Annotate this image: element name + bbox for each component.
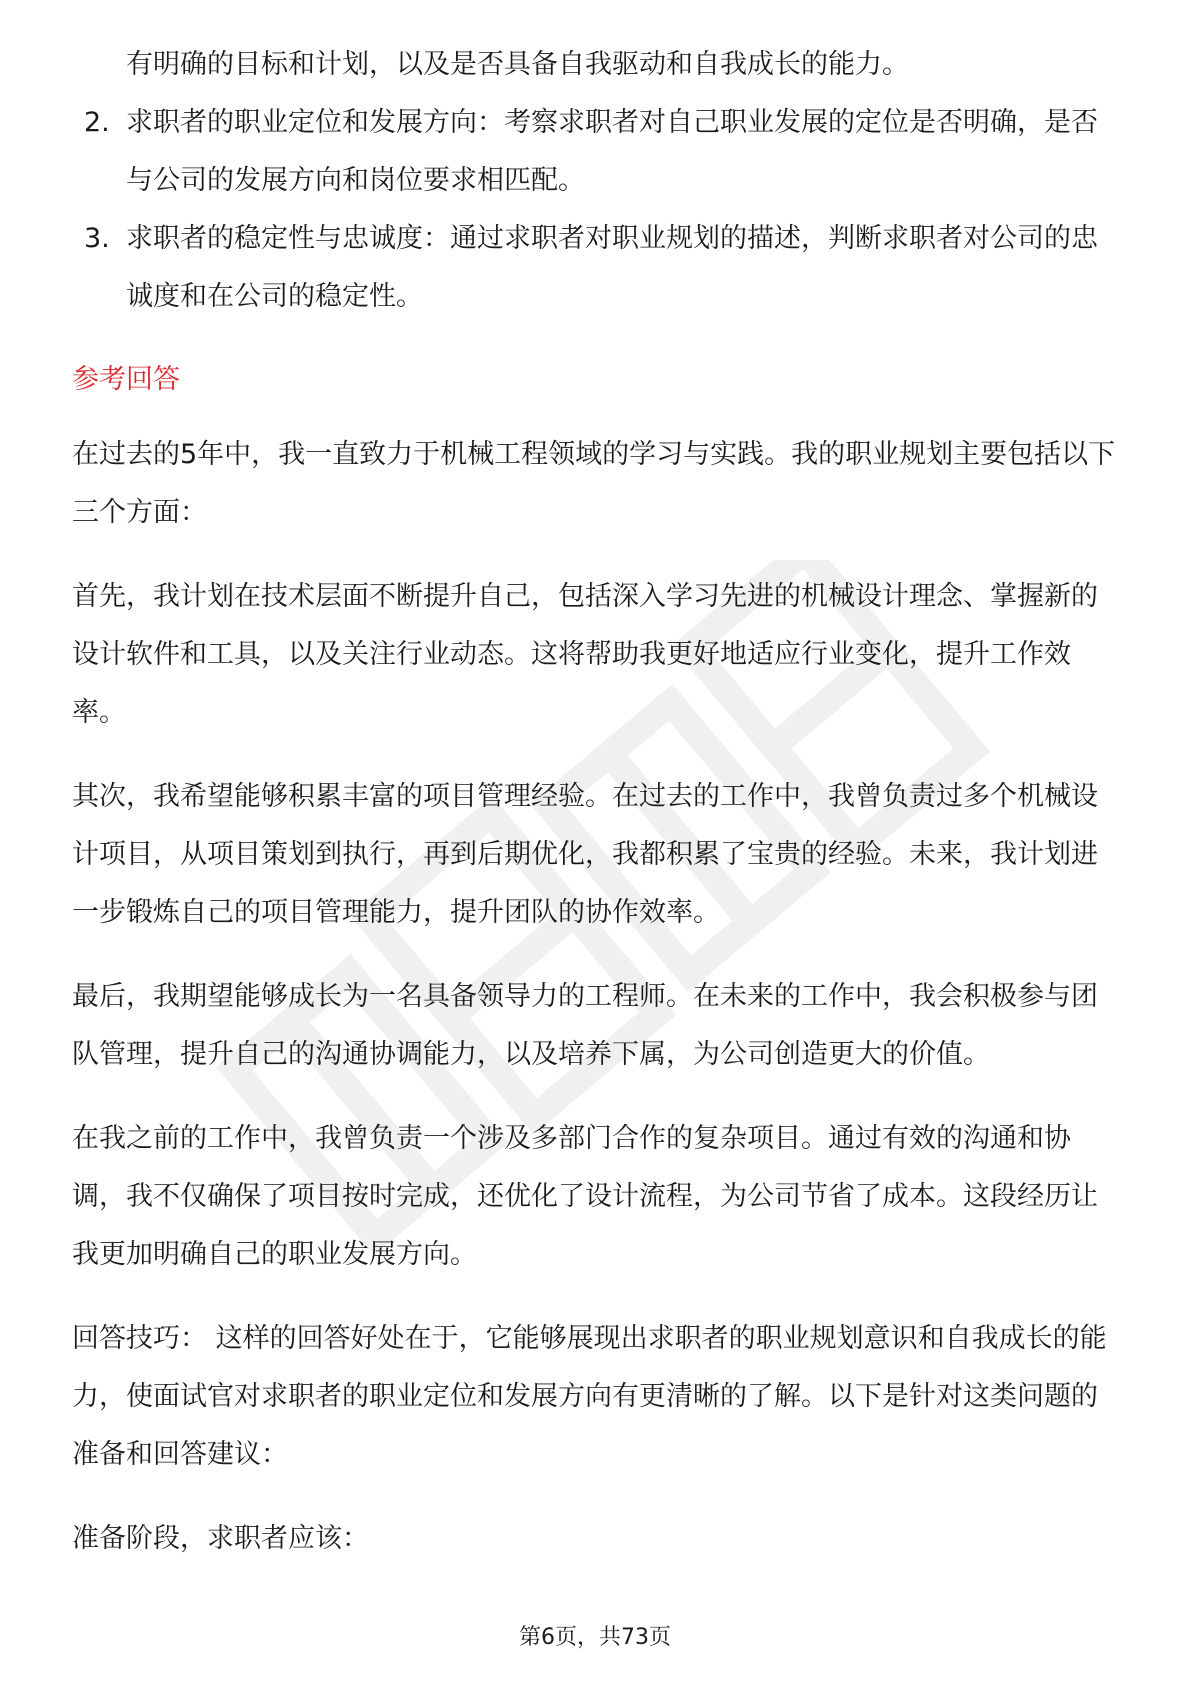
criteria-list (72, 36, 1122, 326)
list-item-continuation (72, 36, 1122, 94)
paragraph-tips: 回答技巧： 这样的回答好处在于，它能够展现出求职者的职业规划意识和自我成长的能力，使面试官对求职者的职业定位和发展方向有更清晰的了解。以下是针对这类问题的准备和回答建议： (72, 1323, 1107, 1470)
section-title: 参考回答 (72, 364, 180, 395)
document-page (72, 36, 1122, 1594)
paragraph-first: 首先，我计划在技术层面不断提升自己，包括深入学习先进的机械设计理念、掌握新的设计软件和工具，以及关注行业动态。这将帮助我更好地适应行业变化，提升工作效率。 (72, 581, 1098, 728)
list-item-text: 求职者的稳定性与忠诚度：通过求职者对职业规划的描述，判断求职者对公司的忠诚度和在公司的稳定性。 (126, 223, 1098, 312)
list-item-text: 有明确的目标和计划，以及是否具备自我驱动和自我成长的能力。 (126, 49, 909, 80)
paragraph-last: 最后，我期望能够成长为一名具备领导力的工程师。在未来的工作中，我会积极参与团队管理，提升自己的沟通协调能力，以及培养下属，为公司创造更大的价值。 (72, 981, 1098, 1070)
paragraph-second: 其次，我希望能够积累丰富的项目管理经验。在过去的工作中，我曾负责过多个机械设计项目，从项目策划到执行，再到后期优化，我都积累了宝贵的经验。未来，我计划进一步锻炼自己的项目管理能力，提升团队的协作效率。 (72, 781, 1098, 928)
page-footer: 第6页，共73页 (519, 1625, 671, 1650)
paragraph-preparation: 准备阶段，求职者应该： (72, 1523, 369, 1554)
paragraph-experience: 在我之前的工作中，我曾负责一个涉及多部门合作的复杂项目。通过有效的沟通和协调，我不仅确保了项目按时完成，还优化了设计流程，为公司节省了成本。这段经历让我更加明确自己的职业发展方向。 (72, 1123, 1098, 1270)
list-item-text: 求职者的职业定位和发展方向：考察求职者对自己职业发展的定位是否明确，是否与公司的发展方向和岗位要求相匹配。 (126, 107, 1098, 196)
list-item-number: 2. (84, 107, 110, 138)
paragraph-intro: 在过去的5年中，我一直致力于机械工程领域的学习与实践。我的职业规划主要包括以下三个方面： (72, 439, 1116, 528)
list-item-number: 3. (84, 223, 110, 254)
list-item (72, 94, 1122, 210)
list-item (72, 210, 1122, 326)
